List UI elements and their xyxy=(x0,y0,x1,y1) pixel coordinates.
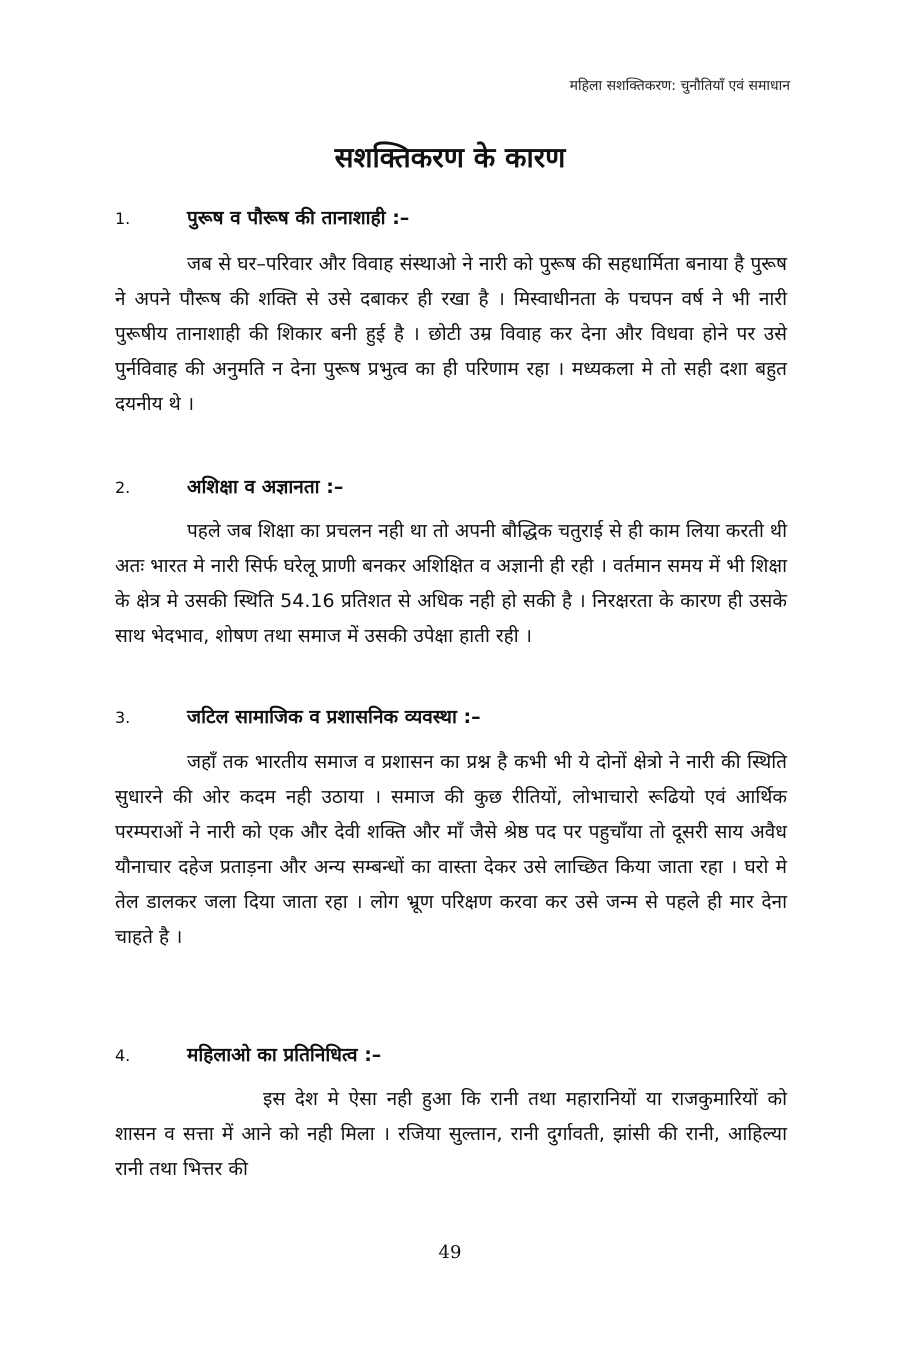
section-3-title: जटिल सामाजिक व प्रशासनिक व्यवस्था :– xyxy=(187,706,481,728)
section-1-heading xyxy=(115,203,787,233)
page-title: सशक्तिकरण के कारण xyxy=(334,141,566,174)
section-4-title: महिलाओ का प्रतिनिधित्व :– xyxy=(187,1044,382,1066)
section-4-heading xyxy=(115,1040,787,1070)
page-number: 49 xyxy=(438,1242,462,1263)
section-1-number: 1. xyxy=(115,209,131,228)
section-4-body: इस देश मे ऐसा नही हुआ कि रानी तथा महारानियों या राजकुमारियों को शासन व सत्ता में आने को नही मिला । रजिया सुल्तान, रानी दुर्गावती, झांसी की रानी, आहिल्या रानी तथा भित्तर की xyxy=(115,1088,787,1180)
section-2-title: अशिक्षा व अज्ञानता :– xyxy=(187,476,344,498)
section-2-heading xyxy=(115,472,787,502)
section-1-title: पुरूष व पौरूष की तानाशाही :– xyxy=(187,207,410,229)
section-2-body: पहले जब शिक्षा का प्रचलन नही था तो अपनी बौद्धिक चतुराई से ही काम लिया करती थी अतः भारत मे नारी सिर्फ घरेलू प्राणी बनकर अशिक्षित व अज्ञानी ही रही । वर्तमान समय में भी शिक्षा के क्षेत्र मे उसकी स्थिति 54.16 प्रतिशत से अधिक नही हो सकी है । निरक्षरता के कारण ही उसके साथ भेदभाव, शोषण तथा समाज में उसकी उपेक्षा हाती रही । xyxy=(115,520,787,647)
section-3-heading xyxy=(115,702,787,732)
section-1-body: जब से घर–परिवार और विवाह संस्थाओ ने नारी को पुरूष की सहधार्मिता बनाया है पुरूष ने अपने पौरूष की शक्ति से उसे दबाकर ही रखा है । मिस्वाधीनता के पचपन वर्ष ने भी नारी पुरूषीय तानाशाही की शिकार बनी हुई है । छोटी उम्र विवाह कर देना और विधवा होने पर उसे पुर्नविवाह की अनुमति न देना पुरूष प्रभुत्व का ही परिणाम रहा । मध्यकला मे तो सही दशा बहुत दयनीय थे । xyxy=(115,253,787,415)
section-3-body: जहाँ तक भारतीय समाज व प्रशासन का प्रश्न है कभी भी ये दोनों क्षेत्रो ने नारी की स्थिति सुधारने की ओर कदम नही उठाया । समाज की कुछ रीतियों, लोभाचारो रूढियो एवं आर्थिक परम्पराओं ने नारी को एक और देवी शक्ति और माँ जैसे श्रेष्ठ पद पर पहुचाँया तो दूसरी साय अवैध यौनाचार दहेज प्रताड़ना और अन्य सम्बन्धों का वास्ता देकर उसे लाच्छित किया जाता रहा । घरो मे तेल डालकर जला दिया जाता रहा । लोग भ्रूण परिक्षण करवा कर उसे जन्म से पहले ही मार देना चाहते है । xyxy=(115,751,787,948)
running-header: महिला सशक्तिकरण: चुनौतियाँ एवं समाधान xyxy=(569,78,790,94)
section-4-number: 4. xyxy=(115,1046,131,1065)
section-3-number: 3. xyxy=(115,708,131,727)
section-2-number: 2. xyxy=(115,478,131,497)
